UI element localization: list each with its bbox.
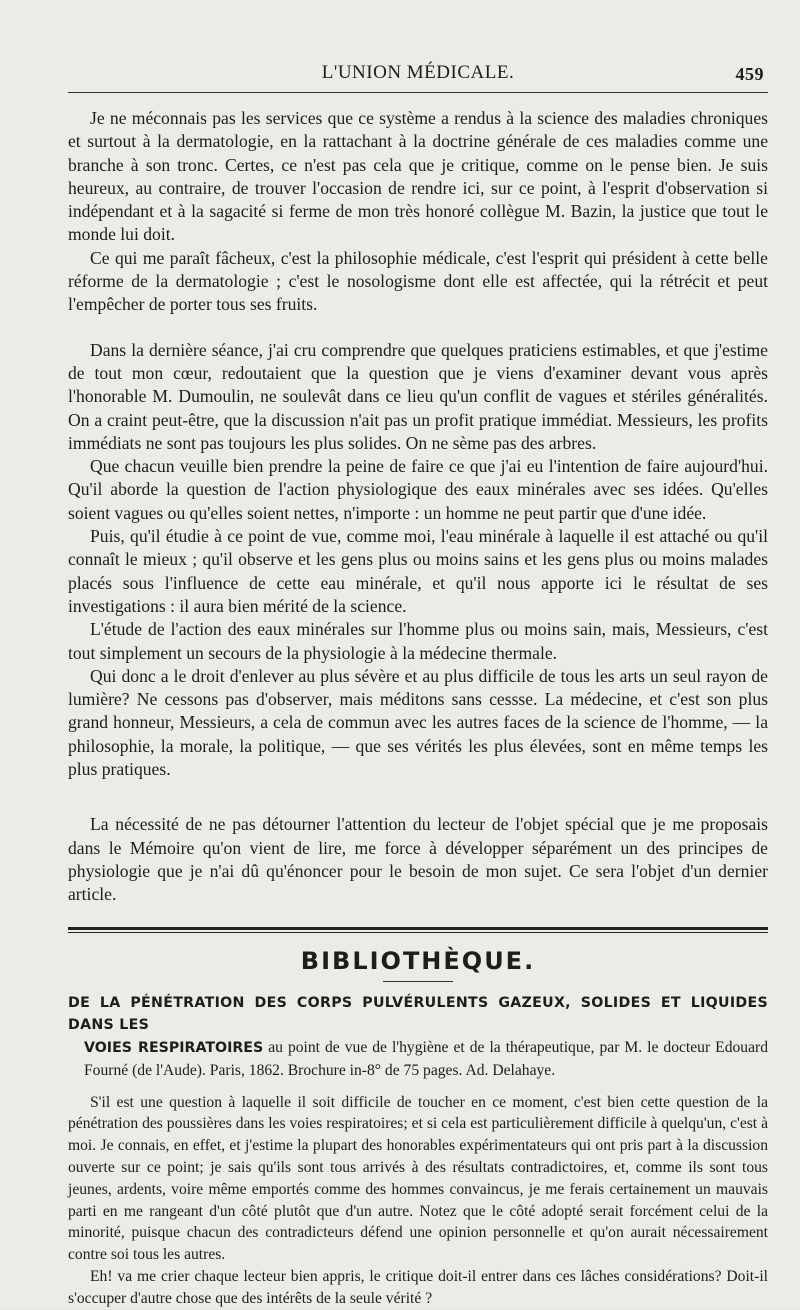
section-heading: BIBLIOTHÈQUE. (300, 946, 536, 975)
reference-title: DE LA PÉNÉTRATION DES CORPS PULVÉRULENTS GAZEUX, SOLIDES ET LIQUIDES DANS LES (68, 994, 768, 1034)
paragraph: Qui donc a le droit d'enlever au plus sévère et au plus difficile de tous les arts un seul rayon de lumière? Ne cessons pas d'observer, mais méditons sans cessse. La médecine, et c'est son plus grand honneur, Messieurs, a cela de commun avec les autres faces de la science de l'homme, — la philosophie, la morale, la politique, — que ses vérités les plus élevées, sont en même temps les plus pratiques. (68, 665, 768, 780)
reference-details: au point de vue de l'hygiène et de la thérapeutique, par M. le docteur Edouard Fourné (de l'Aude). Paris, 1862. Brochure in-8° de 75 pages. Ad. Delahaye. (84, 1039, 769, 1079)
heading-rule (383, 981, 453, 982)
page-number: 459 (735, 64, 764, 84)
review-paragraph: S'il est une question à laquelle il soit difficile de toucher en ce moment, c'est bien cette question de la pénétration des poussières dans les voies respiratoires; et si cela est particulièrement difficile à quelqu'un, c'est à moi. Je connais, en effet, et j'estime la plupart des honorables expérimentateurs qui ont pris part à la discussion ouverte sur ce point; je sais qu'ils sont tous arrivés à des résultats contradictoires, et, comme ils sont tous jeunes, ardents, voire même emportés comme des hommes convaincus, je me ferais certainement un mauvais parti en me rangeant d'un côté plutôt que d'un autre. Notez que le côté adopté serait forcément celui de la minorité, puisque chacun des contradicteurs défend une opinion personnelle et qu'on aurait nécessairement contre soi tous les autres. (68, 1093, 768, 1264)
book-reference (68, 992, 768, 1038)
book-reference-cont (68, 1037, 768, 1082)
section-divider (68, 927, 768, 930)
paragraph: Dans la dernière séance, j'ai cru comprendre que quelques praticiens estimables, et que j'estime de tout mon cœur, redoutaient que la question que je viens d'examiner devant vous après l'honorable M. Dumoulin, ne soulevât dans ce lieu qu'un conflit de vagues et stériles généralités. On a craint peut-être, que la discussion n'ait pas un profit pratique immédiat. Messieurs, les profits immédiats ne sont pas toujours les plus solides. On ne sème pas des arbres. (68, 339, 768, 453)
paragraph: Ce qui me paraît fâcheux, c'est la philosophie médicale, c'est l'esprit qui président à cette belle réforme de la dermatologie ; c'est le nosologisme dont elle est affectée, qui la rétrécit et peut l'empêcher de porter tous ses fruits. (68, 247, 768, 315)
paragraph: Puis, qu'il étudie à ce point de vue, comme moi, l'eau minérale à laquelle il est attaché ou qu'il connaît le mieux ; qu'il observe et les gens plus ou moins sains et les gens plus ou moins malades placés sous l'influence de cette eau minérale, et qu'il nous apporte ici le résultat de ses investigations : il aura bien mérité de la science. (68, 526, 768, 616)
reference-title-cont: VOIES RESPIRATOIRES (84, 1040, 264, 1057)
section-divider-thin (68, 932, 768, 933)
book-review (68, 992, 768, 1310)
header-rule (68, 92, 768, 93)
journal-title: L'UNION MÉDICALE. (321, 62, 515, 83)
article-body (68, 107, 768, 907)
closing-paragraph: La nécessité de ne pas détourner l'attention du lecteur de l'objet spécial que je me proposais dans le Mémoire qu'on vient de lire, me force à développer séparément un des principes de physiologie que je n'ai dû qu'énoncer pour le besoin de mon sujet. Ce sera l'objet d'un dernier article. (68, 814, 768, 905)
paragraph: L'étude de l'action des eaux minérales sur l'homme plus ou moins sain, mais, Messieurs, c'est tout simplement un secours de la physiologie à la médecine thermale. (68, 619, 768, 663)
review-paragraph: Eh! va me crier chaque lecteur bien appris, le critique doit-il entrer dans ces lâches considérations? Doit-il s'occuper d'autre chose que des intérêts de la seule vérité ? (68, 1268, 768, 1307)
running-header (68, 58, 768, 88)
paragraph: Je ne méconnais pas les services que ce système a rendus à la science des maladies chroniques et surtout à la dermatologie, en la rattachant à la doctrine générale de ces maladies comme une branche à son tronc. Certes, ce n'est pas cela que je critique, comme on le pense bien. Je suis heureux, au contraire, de trouver l'occasion de rendre ici, sur ce point, à l'esprit d'observation si indépendant et à la sagacité si ferme de mon très honoré collègue M. Bazin, la justice que tout le monde lui doit. (68, 108, 768, 245)
paragraph: Que chacun veuille bien prendre la peine de faire ce que j'ai eu l'intention de faire aujourd'hui. Qu'il aborde la question de l'action physiologique des eaux minérales avec ses idées. Qu'elles soient vagues ou qu'elles soient nettes, n'importe : un homme ne peut partir que d'une idée. (68, 456, 768, 523)
